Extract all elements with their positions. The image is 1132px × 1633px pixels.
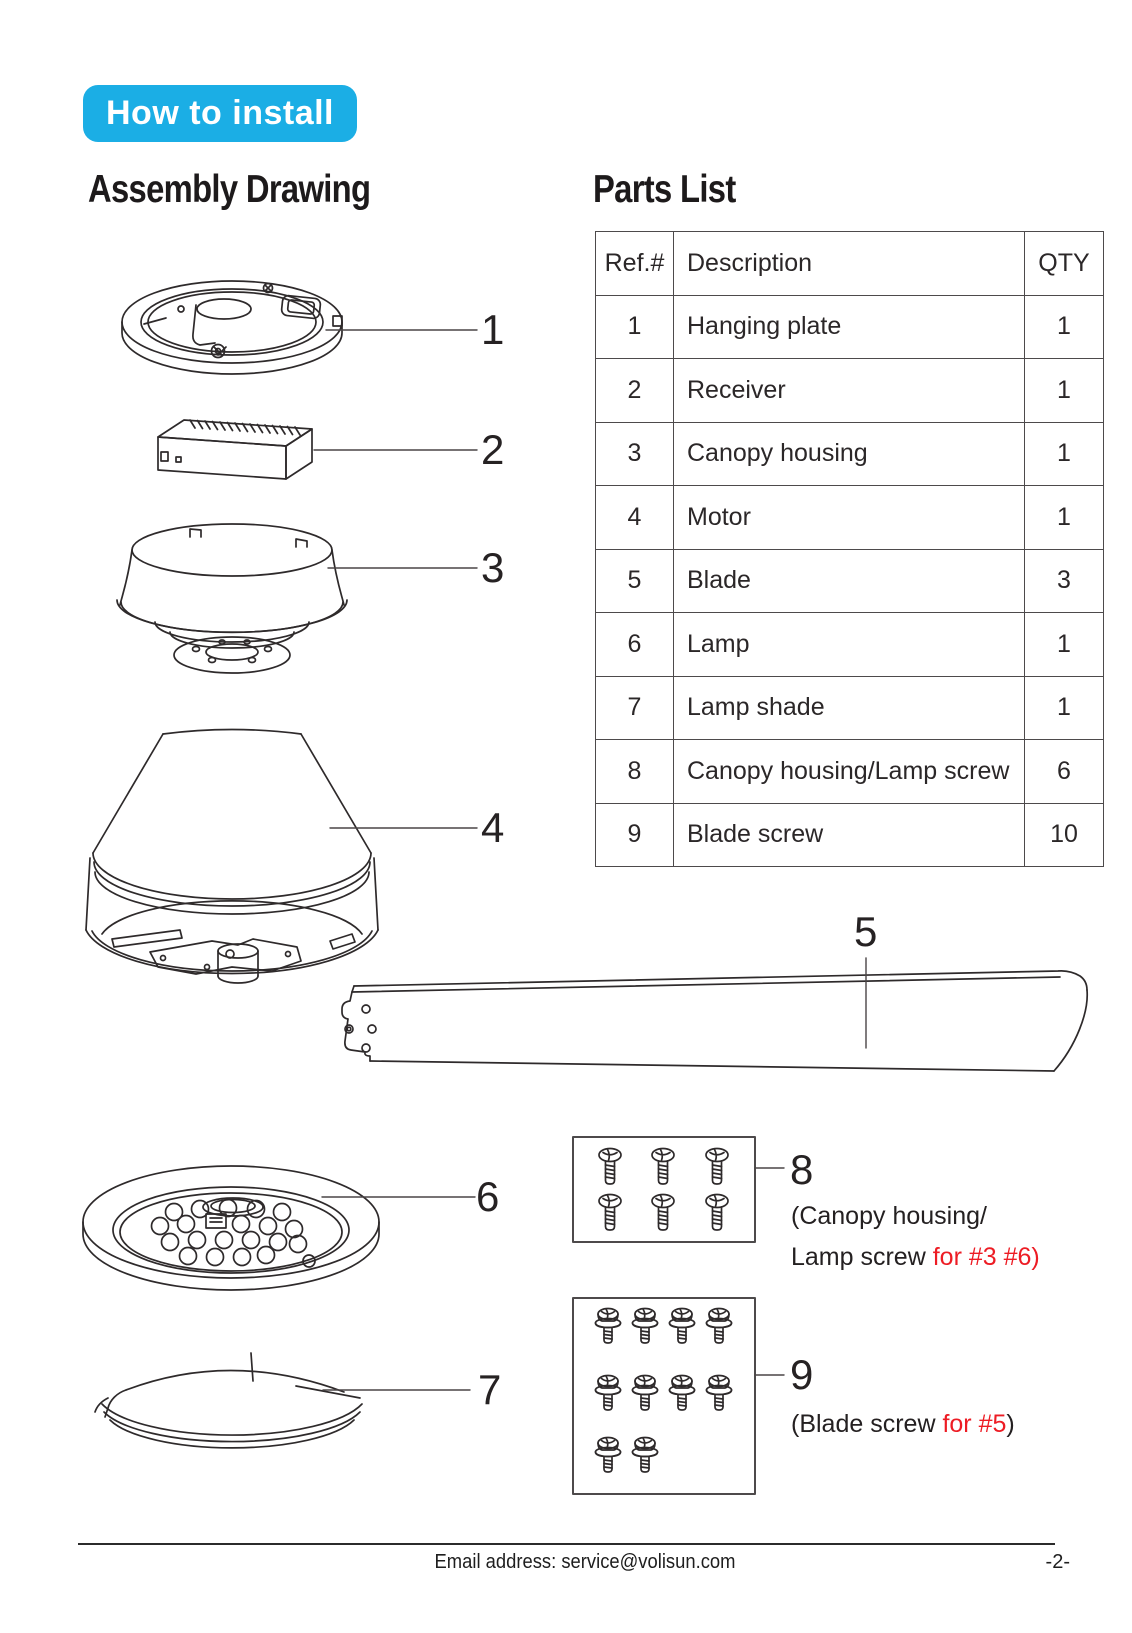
- parts-list-title: Parts List: [593, 168, 736, 211]
- description-cell: Canopy housing/Lamp screw: [674, 740, 1025, 804]
- table-header-row: [596, 232, 1104, 296]
- table-row: [596, 676, 1104, 740]
- footer-page-number: -2-: [1045, 1551, 1070, 1573]
- screw-icon: [599, 1195, 621, 1231]
- how-to-install-badge: [83, 85, 357, 142]
- column-header-description: Description: [674, 232, 1025, 296]
- ref-cell: 3: [596, 422, 674, 486]
- ref-cell: 9: [596, 803, 674, 867]
- description-cell: Motor: [674, 486, 1025, 550]
- table-row: [596, 803, 1104, 867]
- screw-box-9: [573, 1298, 755, 1494]
- caption-line-1: (Canopy housing/: [791, 1202, 987, 1230]
- qty-cell: 1: [1025, 359, 1104, 423]
- table-row: [596, 295, 1104, 359]
- caption-red-reference: for #3 #6): [932, 1243, 1040, 1271]
- screw-icon: [633, 1309, 658, 1344]
- qty-cell: 1: [1025, 295, 1104, 359]
- screw-icon: [596, 1376, 621, 1411]
- callout-6: 6: [476, 1173, 500, 1220]
- badge-label: How to install: [106, 94, 334, 132]
- qty-cell: 1: [1025, 486, 1104, 550]
- screw-icon: [670, 1376, 695, 1411]
- screw-box-8: [573, 1137, 755, 1242]
- ref-cell: 2: [596, 359, 674, 423]
- description-cell: Lamp: [674, 613, 1025, 677]
- qty-cell: 1: [1025, 676, 1104, 740]
- caption-prefix: (Blade screw: [791, 1410, 943, 1438]
- screw-icon: [599, 1149, 621, 1185]
- table-row: [596, 740, 1104, 804]
- callout-7: 7: [478, 1366, 502, 1413]
- screw-icon: [596, 1309, 621, 1344]
- screw-icon: [670, 1309, 695, 1344]
- caption-line-2: Lamp screw: [791, 1243, 933, 1271]
- screw-icon: [652, 1149, 674, 1185]
- motor-drawing: [86, 730, 378, 984]
- blade-drawing: [342, 971, 1087, 1071]
- table-row: [596, 613, 1104, 677]
- screw-icon: [596, 1438, 621, 1473]
- footer-divider: [78, 1543, 1055, 1545]
- screw-icon: [652, 1195, 674, 1231]
- table-row: [596, 486, 1104, 550]
- callout-1: 1: [481, 306, 505, 353]
- screw-icon: [707, 1376, 732, 1411]
- hanging-plate-drawing: [122, 281, 342, 374]
- screw-icon: [633, 1438, 658, 1473]
- callout-9: 9: [790, 1351, 814, 1398]
- caption-suffix: ): [1006, 1410, 1015, 1438]
- lamp-shade-drawing: [95, 1353, 362, 1448]
- ref-cell: 7: [596, 676, 674, 740]
- callout-8: 8: [790, 1146, 814, 1193]
- parts-list-table: [595, 231, 1104, 867]
- description-cell: Receiver: [674, 359, 1025, 423]
- column-header-qty: QTY: [1025, 232, 1104, 296]
- ref-cell: 5: [596, 549, 674, 613]
- description-cell: Hanging plate: [674, 295, 1025, 359]
- table-row: [596, 359, 1104, 423]
- qty-cell: 6: [1025, 740, 1104, 804]
- screw-set-9-caption: [791, 1404, 1015, 1445]
- ref-cell: 4: [596, 486, 674, 550]
- ref-cell: 8: [596, 740, 674, 804]
- description-cell: Lamp shade: [674, 676, 1025, 740]
- receiver-drawing: [158, 420, 312, 479]
- footer-email: Email address: service@volisun.com: [434, 1551, 736, 1573]
- qty-cell: 1: [1025, 613, 1104, 677]
- ref-cell: 6: [596, 613, 674, 677]
- callout-3: 3: [481, 544, 505, 591]
- screw-icon: [706, 1195, 728, 1231]
- description-cell: Blade screw: [674, 803, 1025, 867]
- callout-4: 4: [481, 804, 505, 851]
- table-row: [596, 422, 1104, 486]
- lamp-drawing: [83, 1166, 379, 1290]
- table-row: [596, 549, 1104, 613]
- ref-cell: 1: [596, 295, 674, 359]
- qty-cell: 1: [1025, 422, 1104, 486]
- callout-5: 5: [854, 908, 878, 955]
- column-header-ref: Ref.#: [596, 232, 674, 296]
- qty-cell: 3: [1025, 549, 1104, 613]
- qty-cell: 10: [1025, 803, 1104, 867]
- screw-icon: [633, 1376, 658, 1411]
- description-cell: Canopy housing: [674, 422, 1025, 486]
- screw-icon: [706, 1149, 728, 1185]
- callout-2: 2: [481, 426, 505, 473]
- canopy-housing-drawing: [117, 524, 347, 673]
- screw-icon: [707, 1309, 732, 1344]
- led-array: [152, 1200, 307, 1266]
- description-cell: Blade: [674, 549, 1025, 613]
- caption-red-reference: for #5: [942, 1410, 1007, 1438]
- screw-set-8-caption: [791, 1196, 1040, 1278]
- assembly-drawing-title: Assembly Drawing: [88, 168, 371, 211]
